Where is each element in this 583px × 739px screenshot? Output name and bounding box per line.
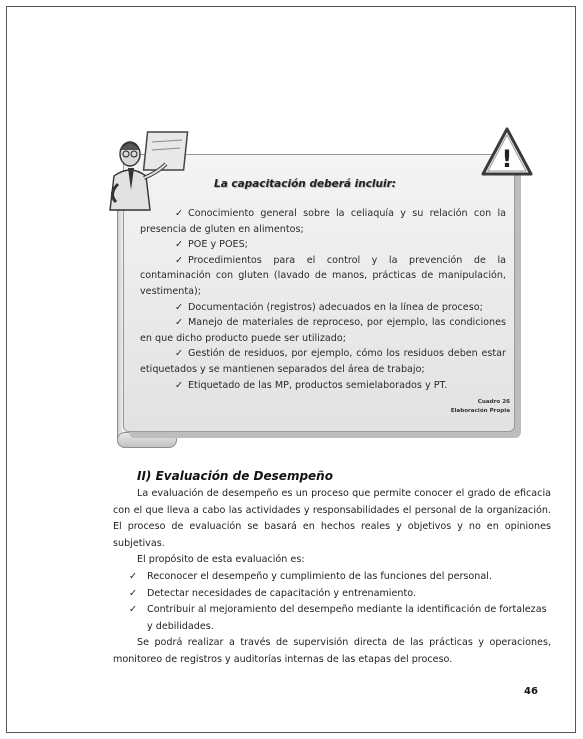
paragraph-methods: Se podrá realizar a través de supervisión directa de las prácticas y operaciones, monitoreo de registros y auditorías internas de las etapas del proceso. (113, 637, 551, 665)
paragraph-intro: La evaluación de desempeño es un proceso que permite conocer el grado de eficacia con el que lleva a cabo las actividades y responsabilidades el personal de la organización. El proceso de evaluación se basará en hechos reales y objetivos y no en opiniones subjetivas. (113, 488, 551, 549)
callout-item-1 (140, 206, 506, 237)
list-item-text: Detectar necesidades de capacitación y entrenamiento. (147, 587, 416, 599)
list-item-text: Reconocer el desempeño y cumplimiento de las funciones del personal. (147, 570, 492, 582)
callout-item-6 (140, 346, 506, 377)
callout-source (410, 398, 510, 416)
check-icon: ✓ (129, 604, 138, 616)
check-icon: ✓ (174, 301, 184, 313)
callout-source-author: Elaboración Propia (450, 408, 510, 414)
callout-item-text: POE y POES; (188, 239, 248, 251)
callout-item-text: Gestión de residuos, por ejemplo, cómo los residuos deben estar etiquetados y se mantienen separados del área de trabajo; (140, 348, 506, 375)
check-icon: ✓ (174, 379, 184, 391)
callout-item-7 (140, 378, 506, 394)
purpose-list (113, 569, 551, 635)
callout-item-2 (140, 237, 506, 253)
section-title: II) Evaluación de Desempeño (137, 469, 333, 483)
check-icon: ✓ (174, 239, 184, 251)
list-item-text: Contribuir al mejoramiento del desempeño mediante la identificación de fortalezas y debilidades. (147, 604, 547, 632)
warning-symbol: ! (501, 145, 513, 173)
check-icon: ✓ (129, 570, 138, 582)
list-item (113, 602, 551, 635)
check-icon: ✓ (174, 254, 184, 266)
check-icon: ✓ (174, 208, 184, 219)
page-number: 46 (524, 686, 538, 697)
callout-item-text: Conocimiento general sobre la celiaquía y su relación con la presencia de gluten en alimentos; (140, 208, 506, 235)
callout-item-3 (140, 253, 506, 300)
check-icon: ✓ (174, 317, 184, 329)
list-item (113, 586, 551, 603)
callout-list (140, 206, 506, 393)
callout-item-text: Documentación (registros) adecuados en la línea de proceso; (188, 301, 483, 313)
paragraph-purpose: El propósito de esta evaluación es: (137, 554, 305, 566)
callout-item-text: Etiquetado de las MP, productos semielaborados y PT. (188, 379, 448, 391)
callout-item-5 (140, 315, 506, 346)
warning-triangle-icon (480, 126, 534, 178)
presenter-illustration (96, 128, 196, 214)
section-body (113, 486, 551, 669)
callout-item-text: Manejo de materiales de reproceso, por ejemplo, las condiciones en que dicho producto puede ser utilizado; (140, 317, 506, 344)
callout-heading: La capacitación deberá incluir: (214, 178, 396, 190)
check-icon: ✓ (174, 348, 184, 360)
callout-source-table-number: Cuadro 26 (477, 399, 510, 405)
list-item (113, 569, 551, 586)
check-icon: ✓ (129, 587, 138, 599)
callout-item-text: Procedimientos para el control y la prevención de la contaminación con gluten (lavado de manos, prácticas de manipulación, vestimenta); (140, 254, 506, 297)
callout-item-4 (140, 300, 506, 316)
